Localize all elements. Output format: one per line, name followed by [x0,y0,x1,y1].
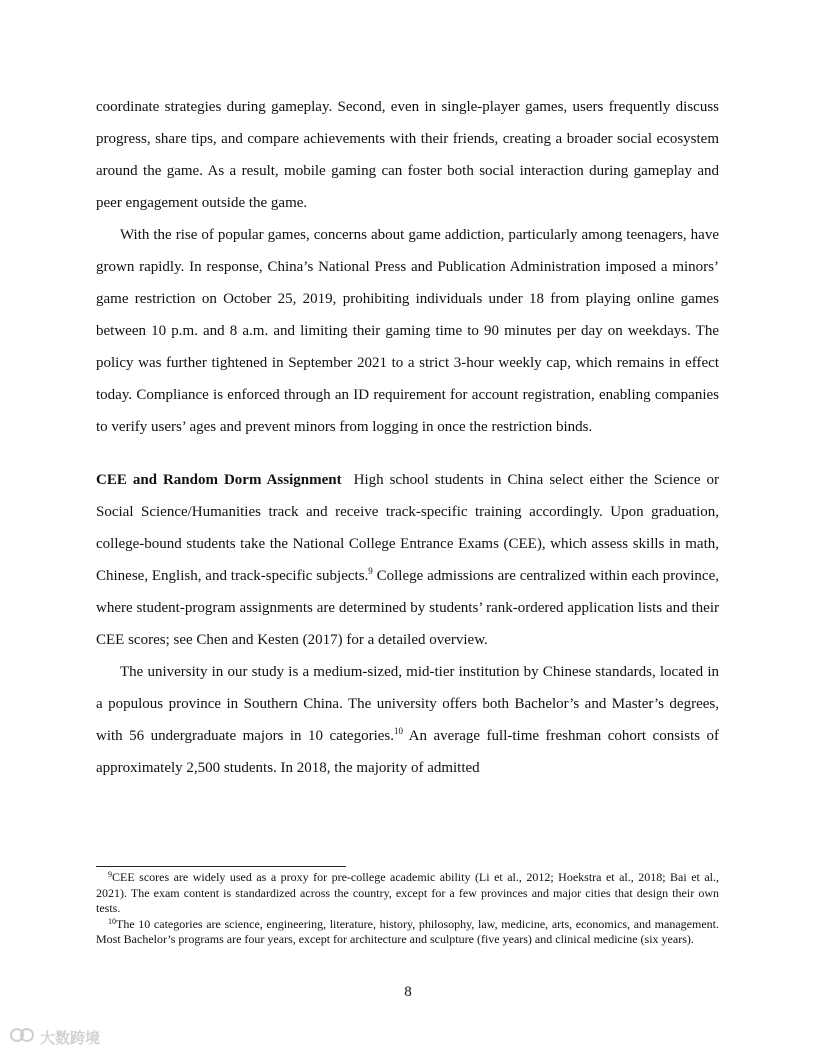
paragraph-university-text-b: An average full-time freshman cohort consists of approximately 2,500 students. In 2018, the majority of admitted [96,728,720,776]
footnote-text: The 10 categories are science, engineering, literature, history, philosophy, law, medicine, arts, economics, and management. Most Bachelor’s programs are four years, except for architecture and sculpture (five years) and clinical medicine (six years). [96,916,719,946]
paragraph-university [96,656,719,784]
watermark [8,1026,100,1048]
footnote-text: CEE scores are widely used as a proxy for pre-college academic ability (Li et al., 2012; Hoekstra et al., 2018; Bai et al., 2021). The exam content is standardized across the country, except for a few provinces and major cities that design their own tests. [96,870,719,915]
paragraph-university-text-a: The university in our study is a medium-sized, mid-tier institution by Chinese standards, located in a populous province in Southern China. The university offers both Bachelor’s and Master’s degrees, with 56 undergraduate majors in 10 categories. [96,664,719,744]
paragraph-game-restriction: With the rise of popular games, concerns about game addiction, particularly among teenagers, have grown rapidly. In response, China’s National Press and Publication Administration imposed a minors’ game restriction on October 25, 2019, prohibiting individuals under 18 from playing online games between 10 p.m. and 8 a.m. and limiting their gaming time to 90 minutes per day on weekdays. The policy was further tightened in September 2021 to a strict 3-hour weekly cap, which remains in effect today. Compliance is enforced through an ID requirement for account registration, enabling companies to verify users’ ages and prevent minors from logging in once the restriction binds. [96,227,719,435]
watermark-text: 大数跨境 [40,1028,101,1047]
footnote-mark: 9 [108,870,112,879]
paragraph-cee-text-b: College admissions are centralized within each province, where student-program assignments are determined by students’ rank-ordered application lists and their CEE scores; see Chen and Kesten (2017) for a detailed overview. [96,568,719,648]
footnotes [96,866,719,948]
footnote-10 [96,917,719,948]
footnote-9 [96,870,719,917]
paragraph-cee-text-a: High school students in China select either the Science or Social Science/Humanities track and receive track-specific training accordingly. Upon graduation, college-bound students take the National College Entrance Exams (CEE), which assess skills in math, Chinese, English, and track-specific subjects. [96,472,719,584]
footnote-rule [96,866,346,867]
page-body [96,91,719,784]
section-heading: CEE and Random Dorm Assignment [96,472,342,488]
brand-logo-icon [8,1026,36,1048]
page-number: 8 [404,984,412,1000]
paragraph-gameplay: coordinate strategies during gameplay. Second, even in single-player games, users frequently discuss progress, share tips, and compare achievements with their friends, creating a broader social ecosystem around the game. As a result, mobile gaming can foster both social interaction during gameplay and peer engagement outside the game. [96,99,719,211]
footnote-ref-10[interactable]: 10 [394,726,404,736]
footnote-ref-9[interactable]: 9 [368,566,373,576]
footnote-mark: 10 [108,916,116,926]
paragraph-cee [96,464,719,656]
